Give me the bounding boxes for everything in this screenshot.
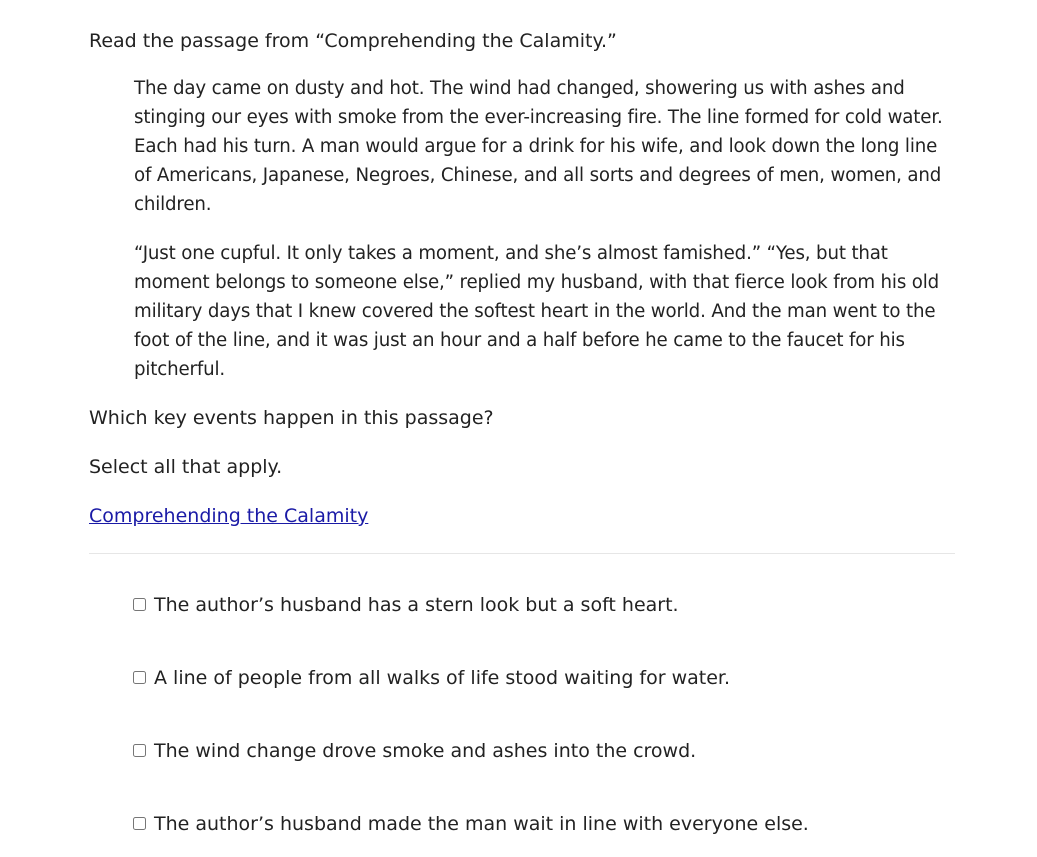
passage-paragraph-1: The day came on dusty and hot. The wind had changed, showering us with ashes and stinging our eyes with smoke from the ever-increasing fire. The line formed for cold water. Each had his turn. A man would argue for a drink for his wife, and look down the long line of Americans, Japanese, Negroes, Chinese, and all sorts and degrees of men, women, and children.	[134, 78, 943, 215]
answer-label-4: The author’s husband made the man wait in line with everyone else.	[154, 813, 809, 835]
answer-label-2: A line of people from all walks of life stood waiting for water.	[154, 667, 731, 689]
answer-checkbox-4[interactable]	[133, 817, 146, 830]
answer-checkbox-1[interactable]	[133, 598, 146, 611]
answer-label-1: The author’s husband has a stern look but a soft heart.	[154, 594, 679, 616]
answer-checkbox-2[interactable]	[133, 671, 146, 684]
answer-option-1[interactable]	[133, 596, 679, 624]
answer-option-2[interactable]	[133, 669, 730, 697]
source-link[interactable]: Comprehending the Calamity	[89, 505, 369, 527]
answer-checkbox-3[interactable]	[133, 744, 146, 757]
answer-option-4[interactable]	[133, 815, 809, 843]
divider	[89, 553, 955, 554]
passage-intro: Read the passage from “Comprehending the Calamity.”	[89, 30, 617, 52]
question-instruction: Select all that apply.	[89, 456, 283, 478]
answer-label-3: The wind change drove smoke and ashes into the crowd.	[154, 740, 697, 762]
passage-paragraph-2: “Just one cupful. It only takes a moment, and she’s almost famished.” “Yes, but that moment belongs to someone else,” replied my husband, with that fierce look from his old military days that I knew covered the softest heart in the world. And the man went to the foot of the line, and it was just an hour and a half before he came to the faucet for his pitcherful.	[134, 243, 940, 380]
question-prompt: Which key events happen in this passage?	[89, 407, 494, 429]
answer-option-3[interactable]	[133, 742, 696, 770]
